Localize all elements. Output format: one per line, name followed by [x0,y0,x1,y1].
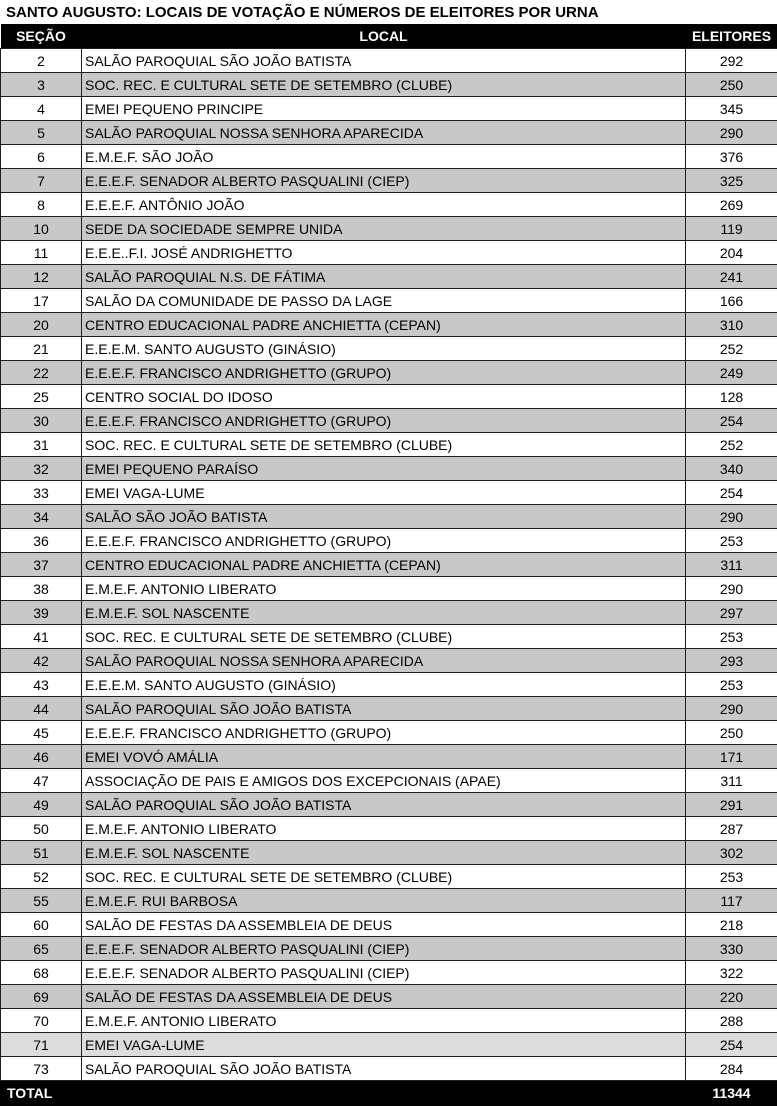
cell-local[interactable]: E.E.E..F.I. JOSÉ ANDRIGHETTO [82,241,686,265]
table-row [1,313,777,337]
cell-eleitores[interactable]: 322 [686,961,777,985]
cell-secao[interactable]: 68 [1,961,82,985]
cell-local[interactable]: SALÃO PAROQUIAL SÃO JOÃO BATISTA [82,793,686,817]
cell-secao[interactable]: 49 [1,793,82,817]
table-header-row [1,24,777,49]
table-row [1,913,777,937]
cell-eleitores[interactable]: 250 [686,73,777,97]
cell-local[interactable]: EMEI PEQUENO PARAÍSO [82,457,686,481]
table-row [1,625,777,649]
table-row [1,649,777,673]
cell-eleitores[interactable]: 340 [686,457,777,481]
cell-local[interactable]: SOC. REC. E CULTURAL SETE DE SETEMBRO (CLUBE) [82,433,686,457]
table-body [1,49,777,1081]
cell-eleitores[interactable]: 291 [686,793,777,817]
cell-secao[interactable]: 33 [1,481,82,505]
table-row [1,553,777,577]
cell-eleitores[interactable]: 128 [686,385,777,409]
cell-local[interactable]: E.E.E.F. FRANCISCO ANDRIGHETTO (GRUPO) [82,361,686,385]
cell-secao[interactable]: 36 [1,529,82,553]
cell-local[interactable]: E.M.E.F. ANTONIO LIBERATO [82,817,686,841]
table-row [1,361,777,385]
cell-secao[interactable]: 25 [1,385,82,409]
cell-eleitores[interactable]: 310 [686,313,777,337]
cell-secao[interactable]: 12 [1,265,82,289]
cell-local[interactable]: E.M.E.F. SÃO JOÃO [82,145,686,169]
cell-local[interactable]: E.E.E.F. SENADOR ALBERTO PASQUALINI (CIEP) [82,169,686,193]
table-row [1,817,777,841]
cell-secao[interactable]: 42 [1,649,82,673]
cell-secao[interactable]: 55 [1,889,82,913]
cell-local[interactable]: SALÃO SÃO JOÃO BATISTA [82,505,686,529]
cell-eleitores[interactable]: 250 [686,721,777,745]
cell-eleitores[interactable]: 253 [686,673,777,697]
cell-local[interactable]: SOC. REC. E CULTURAL SETE DE SETEMBRO (CLUBE) [82,625,686,649]
cell-eleitores[interactable]: 253 [686,865,777,889]
table-row [1,721,777,745]
cell-local[interactable]: E.M.E.F. SOL NASCENTE [82,841,686,865]
cell-eleitores[interactable]: 330 [686,937,777,961]
cell-secao[interactable]: 2 [1,49,82,73]
column-header-local[interactable]: LOCAL [82,24,686,49]
column-header-eleitores[interactable]: ELEITORES [686,24,777,49]
total-row [1,1081,777,1106]
polling-table [0,24,777,1106]
cell-eleitores[interactable]: 117 [686,889,777,913]
cell-eleitores[interactable]: 290 [686,121,777,145]
cell-secao[interactable]: 21 [1,337,82,361]
table-row [1,673,777,697]
cell-eleitores[interactable]: 284 [686,1057,777,1081]
total-label[interactable]: TOTAL [1,1081,686,1106]
cell-local[interactable]: CENTRO EDUCACIONAL PADRE ANCHIETTA (CEPAN) [82,553,686,577]
table-row [1,433,777,457]
table-row [1,889,777,913]
cell-secao[interactable]: 11 [1,241,82,265]
cell-eleitores[interactable]: 166 [686,289,777,313]
table-row [1,121,777,145]
table-row [1,217,777,241]
cell-secao[interactable]: 3 [1,73,82,97]
cell-secao[interactable]: 6 [1,145,82,169]
cell-secao[interactable]: 37 [1,553,82,577]
cell-secao[interactable]: 20 [1,313,82,337]
cell-local[interactable]: E.E.E.F. FRANCISCO ANDRIGHETTO (GRUPO) [82,721,686,745]
table-row [1,337,777,361]
cell-secao[interactable]: 52 [1,865,82,889]
table-row [1,961,777,985]
cell-secao[interactable]: 34 [1,505,82,529]
cell-local[interactable]: SALÃO PAROQUIAL NOSSA SENHORA APARECIDA [82,649,686,673]
cell-local[interactable]: EMEI PEQUENO PRINCIPE [82,97,686,121]
cell-local[interactable]: SALÃO PAROQUIAL SÃO JOÃO BATISTA [82,49,686,73]
table-row [1,937,777,961]
cell-secao[interactable]: 46 [1,745,82,769]
cell-secao[interactable]: 73 [1,1057,82,1081]
cell-secao[interactable]: 45 [1,721,82,745]
cell-local[interactable]: E.M.E.F. RUI BARBOSA [82,889,686,913]
cell-local[interactable]: E.E.E.F. FRANCISCO ANDRIGHETTO (GRUPO) [82,409,686,433]
table-row [1,697,777,721]
cell-secao[interactable]: 44 [1,697,82,721]
cell-eleitores[interactable]: 253 [686,625,777,649]
table-row [1,1057,777,1081]
cell-secao[interactable]: 71 [1,1033,82,1057]
table-row [1,1033,777,1057]
cell-eleitores[interactable]: 249 [686,361,777,385]
cell-secao[interactable]: 32 [1,457,82,481]
cell-secao[interactable]: 8 [1,193,82,217]
cell-secao[interactable]: 50 [1,817,82,841]
table-row [1,409,777,433]
cell-local[interactable]: EMEI VOVÓ AMÁLIA [82,745,686,769]
cell-local[interactable]: SEDE DA SOCIEDADE SEMPRE UNIDA [82,217,686,241]
cell-local[interactable]: SALÃO DA COMUNIDADE DE PASSO DA LAGE [82,289,686,313]
cell-eleitores[interactable]: 376 [686,145,777,169]
cell-eleitores[interactable]: 287 [686,817,777,841]
cell-local[interactable]: E.E.E.M. SANTO AUGUSTO (GINÁSIO) [82,673,686,697]
cell-local[interactable]: SALÃO DE FESTAS DA ASSEMBLEIA DE DEUS [82,913,686,937]
cell-local[interactable]: SALÃO PAROQUIAL SÃO JOÃO BATISTA [82,697,686,721]
table-row [1,793,777,817]
cell-eleitores[interactable]: 269 [686,193,777,217]
cell-local[interactable]: CENTRO SOCIAL DO IDOSO [82,385,686,409]
cell-local[interactable]: SALÃO PAROQUIAL NOSSA SENHORA APARECIDA [82,121,686,145]
cell-eleitores[interactable]: 241 [686,265,777,289]
cell-local[interactable]: E.E.E.F. SENADOR ALBERTO PASQUALINI (CIEP) [82,961,686,985]
cell-eleitores[interactable]: 220 [686,985,777,1009]
table-row [1,73,777,97]
cell-secao[interactable]: 30 [1,409,82,433]
cell-local[interactable]: E.E.E.F. FRANCISCO ANDRIGHETTO (GRUPO) [82,529,686,553]
cell-secao[interactable]: 38 [1,577,82,601]
table-row [1,193,777,217]
table-row [1,169,777,193]
cell-local[interactable]: E.M.E.F. ANTONIO LIBERATO [82,1009,686,1033]
cell-local[interactable]: E.E.E.F. SENADOR ALBERTO PASQUALINI (CIEP) [82,937,686,961]
cell-secao[interactable]: 65 [1,937,82,961]
cell-local[interactable]: EMEI VAGA-LUME [82,481,686,505]
cell-local[interactable]: E.M.E.F. SOL NASCENTE [82,601,686,625]
cell-eleitores[interactable]: 292 [686,49,777,73]
cell-local[interactable]: E.E.E.F. ANTÔNIO JOÃO [82,193,686,217]
cell-eleitores[interactable]: 311 [686,769,777,793]
table-row [1,985,777,1009]
cell-eleitores[interactable]: 290 [686,577,777,601]
cell-eleitores[interactable]: 254 [686,1033,777,1057]
cell-secao[interactable]: 7 [1,169,82,193]
table-row [1,745,777,769]
cell-secao[interactable]: 43 [1,673,82,697]
table-row [1,97,777,121]
cell-eleitores[interactable]: 254 [686,481,777,505]
cell-eleitores[interactable]: 311 [686,553,777,577]
cell-eleitores[interactable]: 297 [686,601,777,625]
cell-eleitores[interactable]: 254 [686,409,777,433]
cell-eleitores[interactable]: 293 [686,649,777,673]
table-row [1,529,777,553]
table-row [1,145,777,169]
table-row [1,505,777,529]
cell-secao[interactable]: 41 [1,625,82,649]
page-title: SANTO AUGUSTO: LOCAIS DE VOTAÇÃO E NÚMEROS DE ELEITORES POR URNA [0,4,599,21]
cell-eleitores[interactable]: 345 [686,97,777,121]
cell-local[interactable]: SOC. REC. E CULTURAL SETE DE SETEMBRO (CLUBE) [82,865,686,889]
cell-eleitores[interactable]: 119 [686,217,777,241]
cell-local[interactable]: SALÃO DE FESTAS DA ASSEMBLEIA DE DEUS [82,985,686,1009]
table-row [1,289,777,313]
cell-eleitores[interactable]: 290 [686,697,777,721]
cell-secao[interactable]: 51 [1,841,82,865]
table-row [1,1009,777,1033]
title-row [0,0,777,24]
cell-secao[interactable]: 47 [1,769,82,793]
cell-eleitores[interactable]: 252 [686,433,777,457]
cell-eleitores[interactable]: 218 [686,913,777,937]
cell-eleitores[interactable]: 204 [686,241,777,265]
cell-local[interactable]: SALÃO PAROQUIAL SÃO JOÃO BATISTA [82,1057,686,1081]
column-header-secao[interactable]: SEÇÃO [1,24,82,49]
cell-eleitores[interactable]: 171 [686,745,777,769]
cell-local[interactable]: EMEI VAGA-LUME [82,1033,686,1057]
cell-eleitores[interactable]: 288 [686,1009,777,1033]
table-row [1,841,777,865]
cell-eleitores[interactable]: 252 [686,337,777,361]
cell-local[interactable]: SALÃO PAROQUIAL N.S. DE FÁTIMA [82,265,686,289]
cell-local[interactable]: E.E.E.M. SANTO AUGUSTO (GINÁSIO) [82,337,686,361]
table-row [1,481,777,505]
cell-local[interactable]: SOC. REC. E CULTURAL SETE DE SETEMBRO (CLUBE) [82,73,686,97]
cell-local[interactable]: CENTRO EDUCACIONAL PADRE ANCHIETTA (CEPAN) [82,313,686,337]
table-row [1,241,777,265]
table-row [1,457,777,481]
cell-local[interactable]: ASSOCIAÇÃO DE PAIS E AMIGOS DOS EXCEPCIONAIS (APAE) [82,769,686,793]
cell-eleitores[interactable]: 302 [686,841,777,865]
cell-secao[interactable]: 22 [1,361,82,385]
total-value[interactable]: 11344 [686,1081,777,1106]
table-row [1,601,777,625]
table-row [1,49,777,73]
cell-secao[interactable]: 69 [1,985,82,1009]
cell-local[interactable]: E.M.E.F. ANTONIO LIBERATO [82,577,686,601]
cell-secao[interactable]: 39 [1,601,82,625]
cell-secao[interactable]: 31 [1,433,82,457]
cell-secao[interactable]: 17 [1,289,82,313]
table-row [1,577,777,601]
cell-secao[interactable]: 60 [1,913,82,937]
table-row [1,385,777,409]
table-row [1,865,777,889]
cell-eleitores[interactable]: 290 [686,505,777,529]
table-row [1,769,777,793]
table-row [1,265,777,289]
cell-secao[interactable]: 70 [1,1009,82,1033]
cell-secao[interactable]: 5 [1,121,82,145]
cell-secao[interactable]: 10 [1,217,82,241]
cell-eleitores[interactable]: 253 [686,529,777,553]
cell-secao[interactable]: 4 [1,97,82,121]
cell-eleitores[interactable]: 325 [686,169,777,193]
